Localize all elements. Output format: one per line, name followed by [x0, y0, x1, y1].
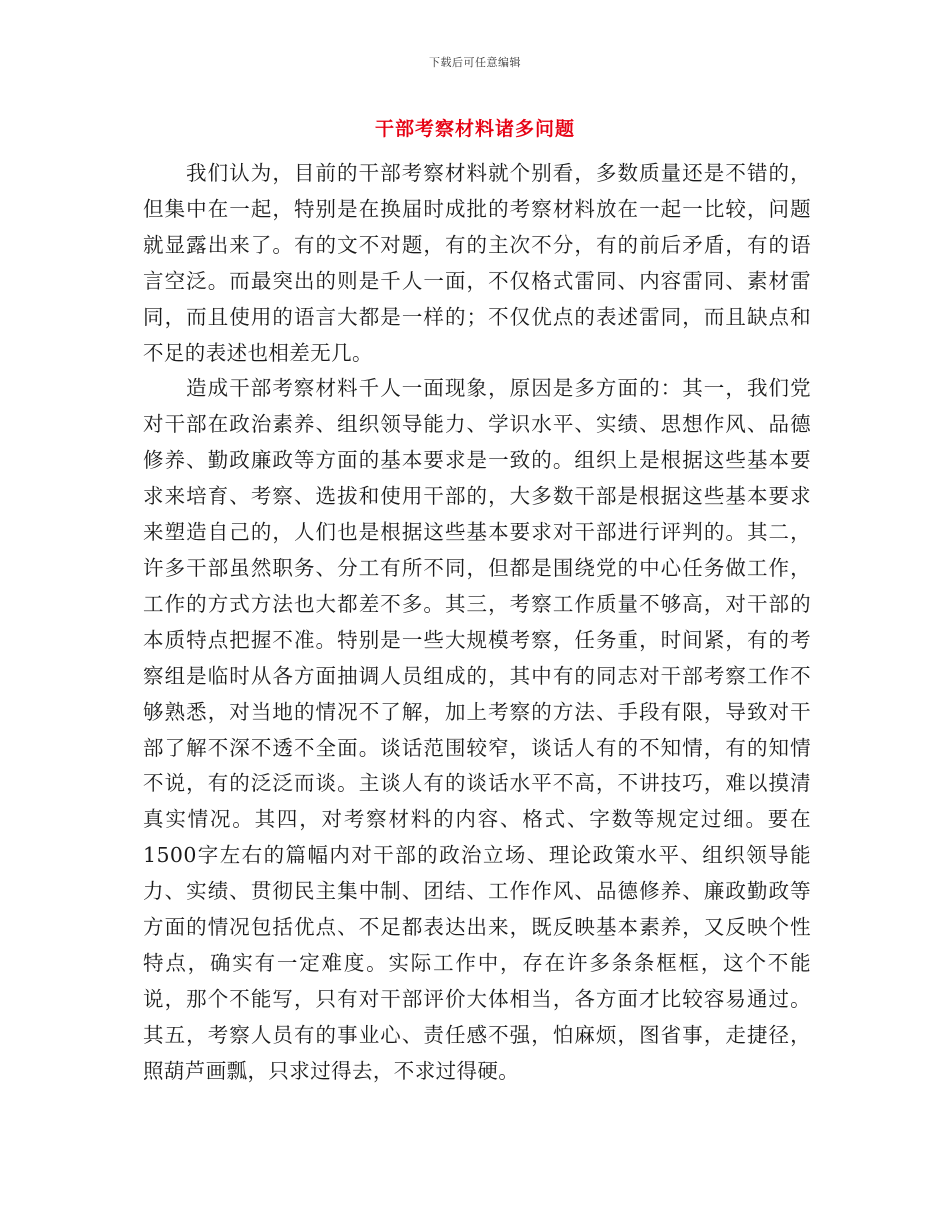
document-title: 干部考察材料诸多问题 [374, 118, 575, 140]
page-header-note: 下载后可任意编辑 [429, 56, 521, 69]
paragraph: 我们认为，目前的干部考察材料就个别看，多数质量还是不错的，但集中在一起，特别是在换届时成批的考察材料放在一起一比较，问题就显露出来了。有的文不对题，有的主次不分，有的前后矛盾，有的语言空泛。而最突出的则是千人一面，不仅格式雷同、内容雷同、素材雷同，而且使用的语言大都是一样的；不仅优点的表述雷同，而且缺点和不足的表述也相差无几。 [143, 161, 811, 365]
document-body [143, 156, 811, 1090]
paragraph: 造成干部考察材料千人一面现象，原因是多方面的：其一，我们党对干部在政治素养、组织领导能力、学识水平、实绩、思想作风、品德修养、勤政廉政等方面的基本要求是一致的。组织上是根据这些基本要求来培育、考察、选拔和使用干部的，大多数干部是根据这些基本要求来塑造自己的，人们也是根据这些基本要求对干部进行评判的。其二，许多干部虽然职务、分工有所不同，但都是围绕党的中心任务做工作，工作的方式方法也大都差不多。其三，考察工作质量不够高，对干部的本质特点把握不准。特别是一些大规模考察，任务重，时间紧，有的考察组是临时从各方面抽调人员组成的，其中有的同志对干部考察工作不够熟悉，对当地的情况不了解，加上考察的方法、手段有限，导致对干部了解不深不透不全面。谈话范围较窄，谈话人有的不知情，有的知情不说，有的泛泛而谈。主谈人有的谈话水平不高，不讲技巧，难以摸清真实情况。其四，对考察材料的内容、格式、字数等规定过细。要在1500字左右的篇幅内对干部的政治立场、理论政策水平、组织领导能力、实绩、贯彻民主集中制、团结、工作作风、品德修养、廉政勤政等方面的情况包括优点、不足都表达出来，既反映基本素养，又反映个性特点，确实有一定难度。实际工作中，存在许多条条框框，这个不能说，那个不能写，只有对干部评价大体相当，各方面才比较容易通过。其五，考察人员有的事业心、责任感不强，怕麻烦，图省事，走捷径，照葫芦画瓢，只求过得去，不求过得硬。 [143, 376, 811, 1083]
